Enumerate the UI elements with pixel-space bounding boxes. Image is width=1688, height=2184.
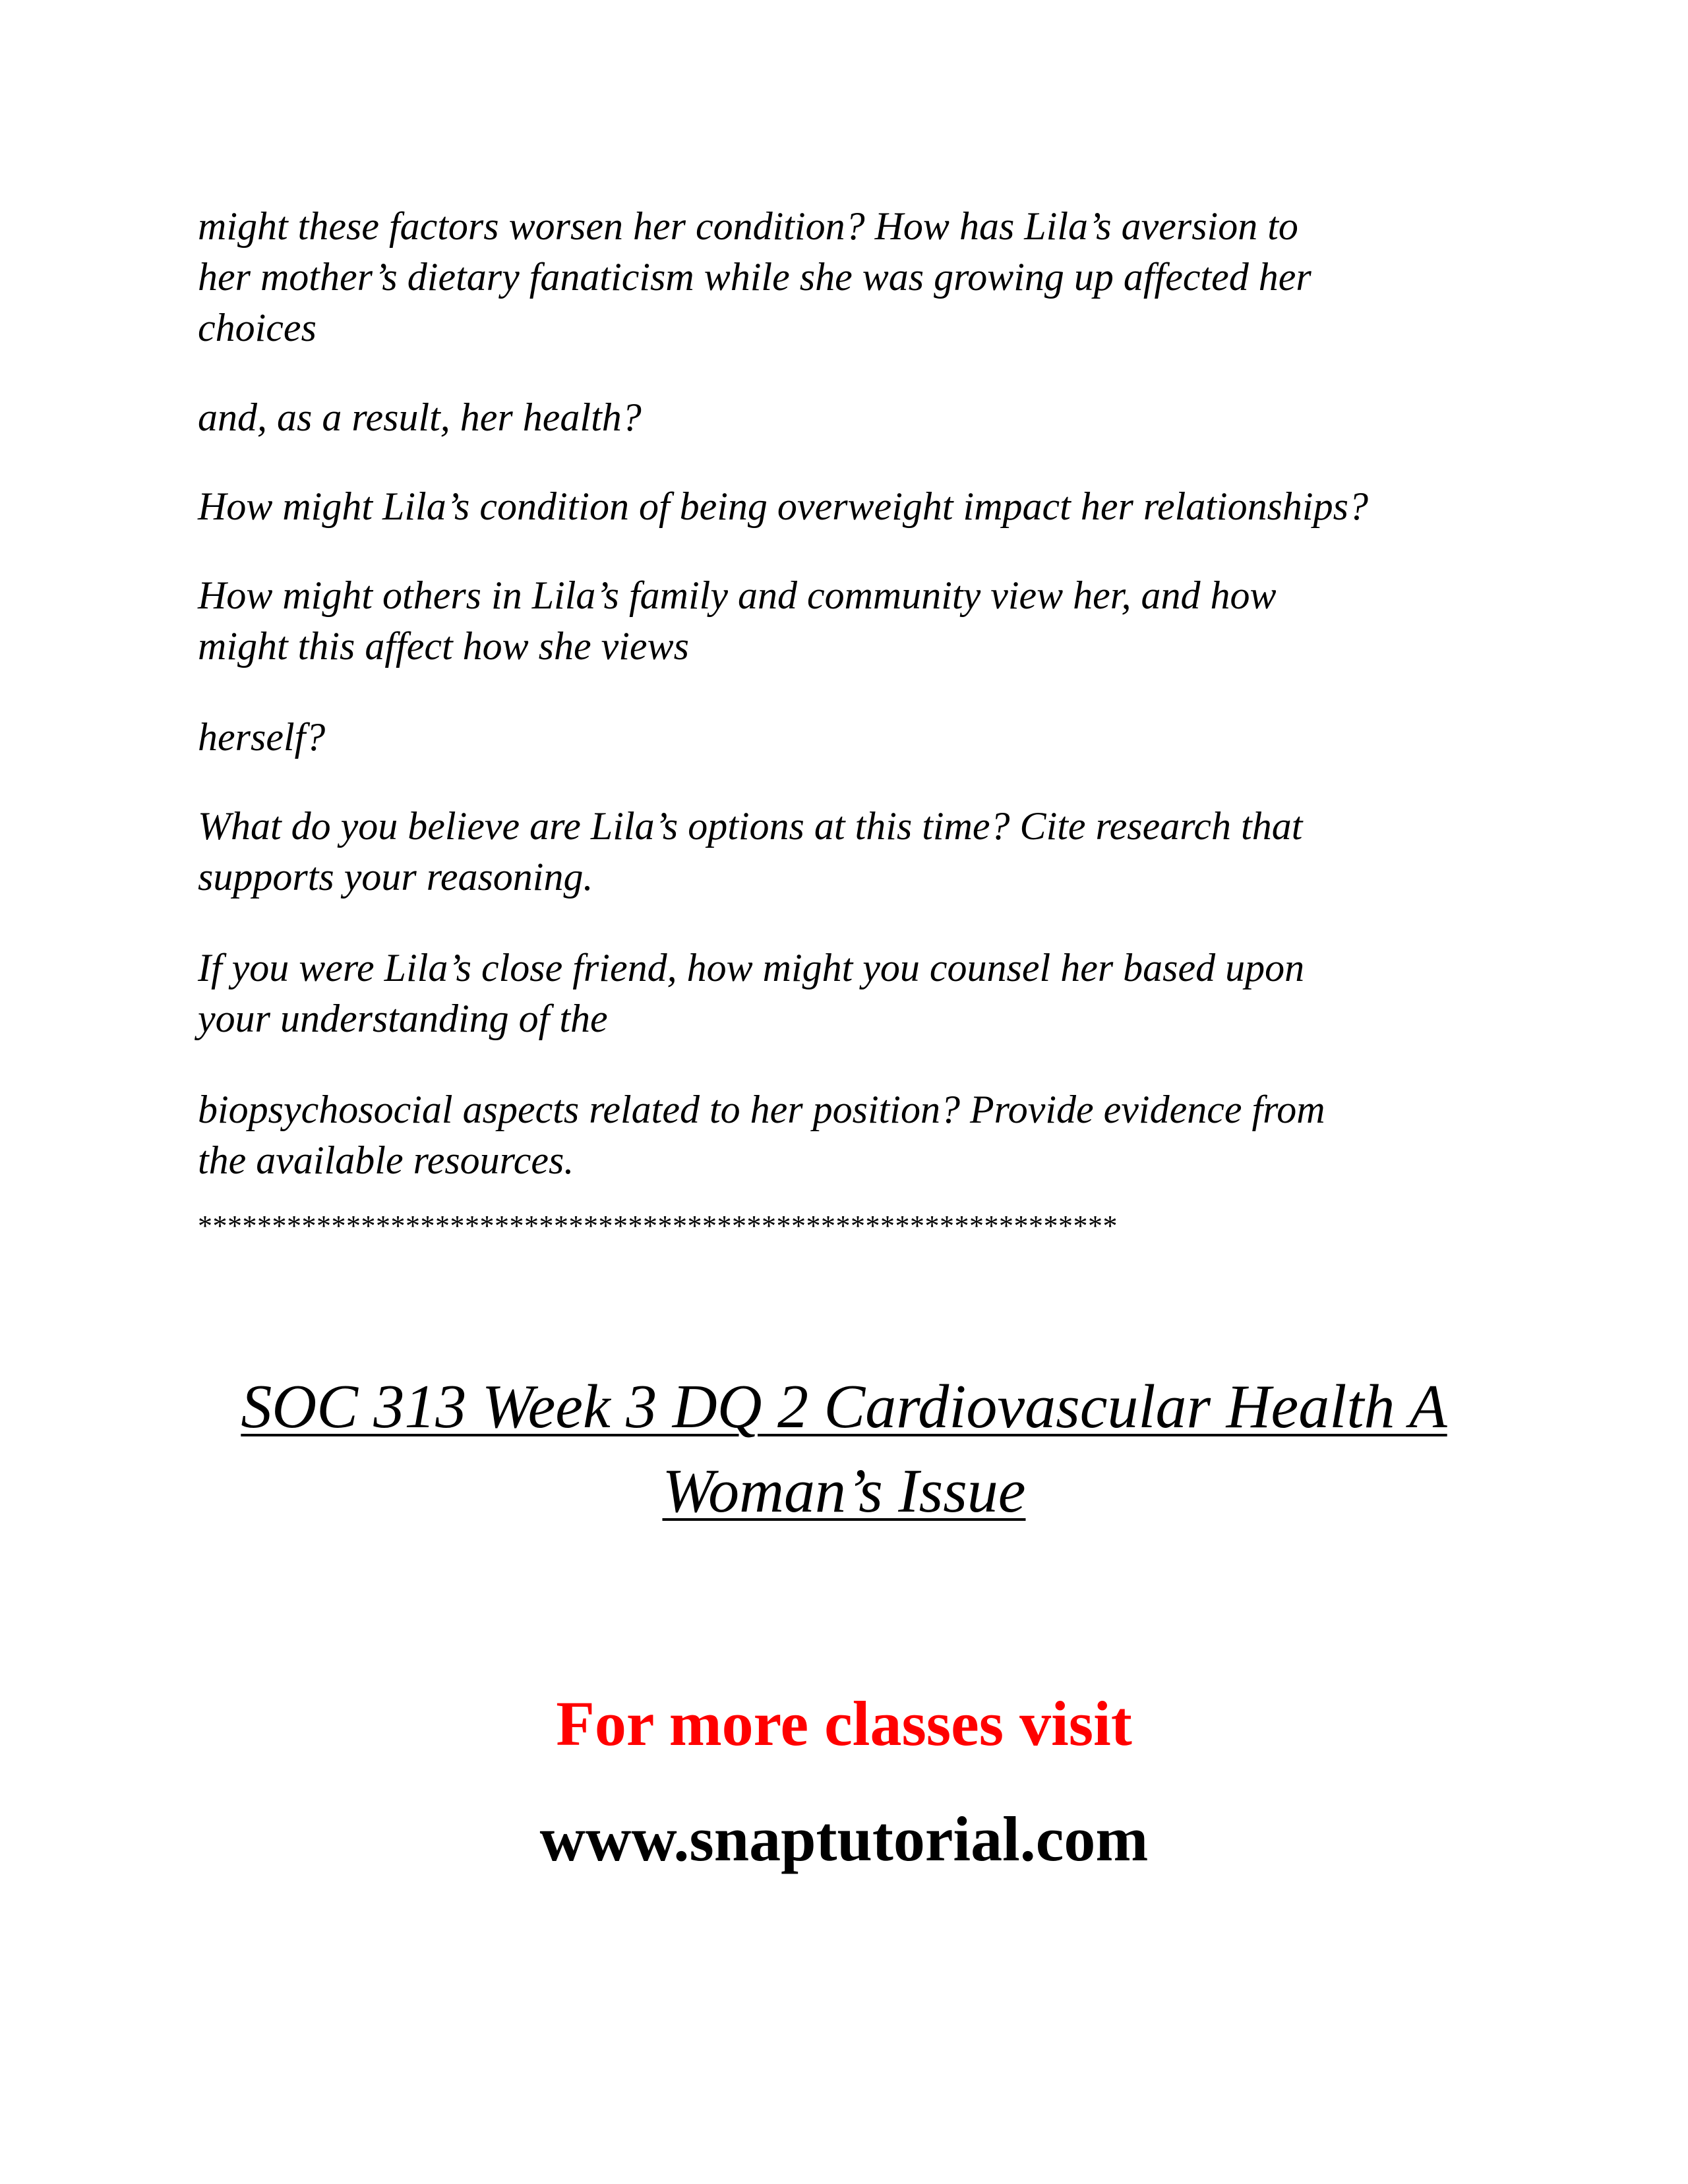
paragraph-line: If you were Lila’s close friend, how might you counsel her based upon <box>198 946 1305 989</box>
paragraph-line: How might Lila’s condition of being overweight impact her relationships? <box>198 485 1368 528</box>
paragraph-line: her mother’s dietary fanaticism while she was growing up affected her <box>198 255 1311 299</box>
website-link[interactable]: www.snaptutorial.com <box>539 1804 1149 1874</box>
question-paragraph-2 <box>198 392 1550 443</box>
question-paragraph-8 <box>198 1084 1550 1186</box>
paragraph-line: choices <box>198 306 316 349</box>
question-paragraph-7 <box>198 943 1550 1044</box>
question-paragraph-1 <box>198 201 1550 353</box>
page-title-line-1: SOC 313 Week 3 DQ 2 Cardiovascular Health A <box>241 1372 1447 1441</box>
paragraph-line: herself? <box>198 715 326 759</box>
paragraph-line: your understanding of the <box>198 997 608 1040</box>
question-paragraph-4 <box>198 570 1550 672</box>
question-paragraph-5 <box>198 712 1550 763</box>
asterisk-divider: ************************************************************** <box>198 1210 1118 1242</box>
paragraph-line: the available resources. <box>198 1138 574 1182</box>
paragraph-line: What do you believe are Lila’s options at this time? Cite research that <box>198 804 1303 848</box>
page-title-line-2: Woman’s Issue <box>662 1457 1026 1525</box>
question-paragraph-3 <box>198 481 1550 532</box>
paragraph-line: might this affect how she views <box>198 624 689 668</box>
promo-text: For more classes visit <box>556 1688 1132 1759</box>
question-paragraph-6 <box>198 801 1550 902</box>
paragraph-line: and, as a result, her health? <box>198 396 642 439</box>
paragraph-line: supports your reasoning. <box>198 855 593 899</box>
paragraph-line: How might others in Lila’s family and community view her, and how <box>198 574 1277 617</box>
paragraph-line: biopsychosocial aspects related to her position? Provide evidence from <box>198 1088 1325 1131</box>
paragraph-line: might these factors worsen her condition? How has Lila’s aversion to <box>198 204 1298 248</box>
